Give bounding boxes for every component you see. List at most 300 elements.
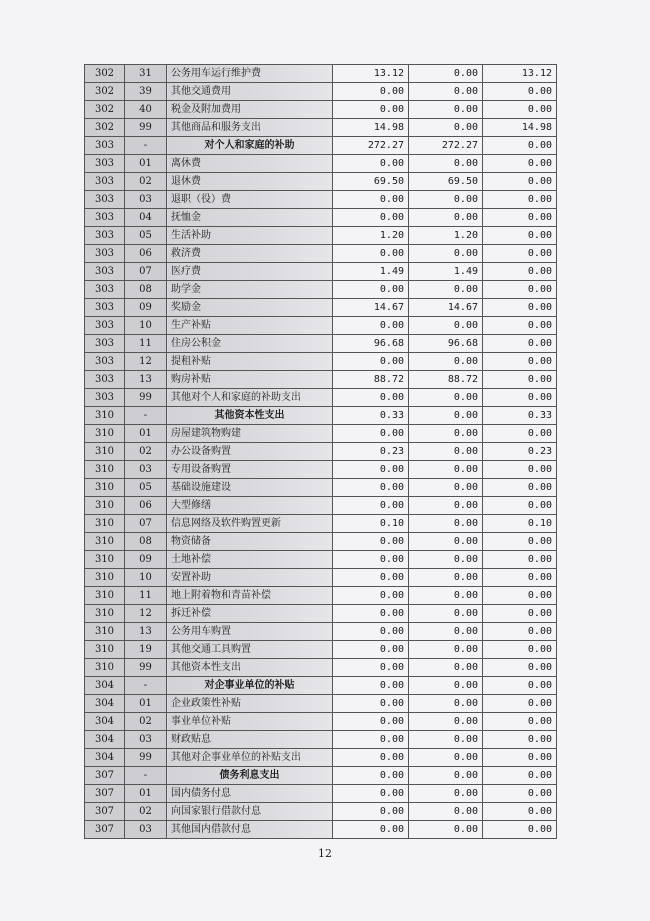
item-code-cell: 06 (125, 245, 167, 263)
item-code-cell: 11 (125, 335, 167, 353)
class-code-cell: 310 (85, 425, 125, 443)
table-row (85, 713, 557, 731)
project-expenditure-cell: 0.00 (483, 389, 557, 407)
item-name-cell: 公务用车运行维护费 (167, 65, 333, 83)
class-code-cell: 304 (85, 677, 125, 695)
class-code-cell: 310 (85, 443, 125, 461)
item-name-cell: 提租补贴 (167, 353, 333, 371)
basic-expenditure-cell: 0.00 (409, 209, 483, 227)
table-row (85, 353, 557, 371)
table-row (85, 533, 557, 551)
total-amount-cell: 0.00 (333, 641, 409, 659)
project-expenditure-cell: 0.00 (483, 803, 557, 821)
basic-expenditure-cell: 0.00 (409, 569, 483, 587)
table-row (85, 749, 557, 767)
total-amount-cell: 0.00 (333, 209, 409, 227)
basic-expenditure-cell: 0.00 (409, 407, 483, 425)
item-name-cell: 专用设备购置 (167, 461, 333, 479)
item-name-cell: 医疗费 (167, 263, 333, 281)
item-code-cell: 03 (125, 191, 167, 209)
item-name-cell: 信息网络及软件购置更新 (167, 515, 333, 533)
project-expenditure-cell: 0.00 (483, 245, 557, 263)
table-row (85, 641, 557, 659)
item-name-cell: 基础设施建设 (167, 479, 333, 497)
class-code-cell: 304 (85, 695, 125, 713)
table-row (85, 497, 557, 515)
item-name-cell: 国内债务付息 (167, 785, 333, 803)
subtotal-row (85, 407, 557, 425)
total-amount-cell: 13.12 (333, 65, 409, 83)
total-amount-cell: 0.00 (333, 353, 409, 371)
basic-expenditure-cell: 0.00 (409, 659, 483, 677)
total-amount-cell: 1.49 (333, 263, 409, 281)
basic-expenditure-cell: 0.00 (409, 695, 483, 713)
class-code-cell: 307 (85, 767, 125, 785)
basic-expenditure-cell: 0.00 (409, 803, 483, 821)
basic-expenditure-cell: 1.20 (409, 227, 483, 245)
project-expenditure-cell: 0.00 (483, 551, 557, 569)
basic-expenditure-cell: 0.00 (409, 587, 483, 605)
item-code-cell: 01 (125, 695, 167, 713)
basic-expenditure-cell: 0.00 (409, 155, 483, 173)
basic-expenditure-cell: 0.00 (409, 767, 483, 785)
item-name-cell: 购房补贴 (167, 371, 333, 389)
basic-expenditure-cell: 14.67 (409, 299, 483, 317)
project-expenditure-cell: 0.00 (483, 695, 557, 713)
table-row (85, 551, 557, 569)
class-code-cell: 310 (85, 497, 125, 515)
table-row (85, 227, 557, 245)
project-expenditure-cell: 0.00 (483, 641, 557, 659)
item-name-cell: 对个人和家庭的补助 (167, 137, 333, 155)
item-code-cell: 02 (125, 713, 167, 731)
item-code-cell: 03 (125, 731, 167, 749)
item-code-cell: 05 (125, 479, 167, 497)
basic-expenditure-cell: 0.00 (409, 533, 483, 551)
item-code-cell: 99 (125, 659, 167, 677)
table-row (85, 389, 557, 407)
project-expenditure-cell: 0.00 (483, 659, 557, 677)
basic-expenditure-cell: 0.00 (409, 443, 483, 461)
total-amount-cell: 0.00 (333, 677, 409, 695)
basic-expenditure-cell: 0.00 (409, 479, 483, 497)
total-amount-cell: 0.00 (333, 695, 409, 713)
basic-expenditure-cell: 0.00 (409, 749, 483, 767)
item-code-cell: 02 (125, 173, 167, 191)
total-amount-cell: 0.00 (333, 551, 409, 569)
total-amount-cell: 0.23 (333, 443, 409, 461)
item-name-cell: 其他对企事业单位的补贴支出 (167, 749, 333, 767)
project-expenditure-cell: 0.00 (483, 263, 557, 281)
total-amount-cell: 0.00 (333, 479, 409, 497)
class-code-cell: 303 (85, 191, 125, 209)
basic-expenditure-cell: 96.68 (409, 335, 483, 353)
basic-expenditure-cell: 0.00 (409, 191, 483, 209)
total-amount-cell: 0.00 (333, 389, 409, 407)
total-amount-cell: 0.00 (333, 83, 409, 101)
total-amount-cell: 0.00 (333, 623, 409, 641)
item-name-cell: 拆迁补偿 (167, 605, 333, 623)
item-code-cell: 10 (125, 569, 167, 587)
project-expenditure-cell: 0.00 (483, 497, 557, 515)
table-row (85, 101, 557, 119)
total-amount-cell: 0.00 (333, 767, 409, 785)
project-expenditure-cell: 0.00 (483, 767, 557, 785)
item-name-cell: 其他对个人和家庭的补助支出 (167, 389, 333, 407)
project-expenditure-cell: 0.00 (483, 209, 557, 227)
total-amount-cell: 0.00 (333, 659, 409, 677)
item-code-cell: 02 (125, 443, 167, 461)
class-code-cell: 310 (85, 515, 125, 533)
project-expenditure-cell: 0.00 (483, 281, 557, 299)
item-name-cell: 税金及附加费用 (167, 101, 333, 119)
class-code-cell: 303 (85, 317, 125, 335)
total-amount-cell: 0.00 (333, 101, 409, 119)
item-code-cell: 39 (125, 83, 167, 101)
item-code-cell: 08 (125, 533, 167, 551)
project-expenditure-cell: 0.00 (483, 677, 557, 695)
project-expenditure-cell: 0.00 (483, 587, 557, 605)
basic-expenditure-cell: 69.50 (409, 173, 483, 191)
item-name-cell: 奖励金 (167, 299, 333, 317)
item-code-cell: 08 (125, 281, 167, 299)
item-code-cell: 19 (125, 641, 167, 659)
project-expenditure-cell: 0.00 (483, 731, 557, 749)
basic-expenditure-cell: 0.00 (409, 785, 483, 803)
class-code-cell: 307 (85, 803, 125, 821)
item-name-cell: 抚恤金 (167, 209, 333, 227)
project-expenditure-cell: 0.00 (483, 335, 557, 353)
project-expenditure-cell: 14.98 (483, 119, 557, 137)
item-name-cell: 事业单位补贴 (167, 713, 333, 731)
expenditure-table (84, 64, 557, 839)
table-row (85, 263, 557, 281)
class-code-cell: 307 (85, 821, 125, 839)
item-code-cell: 31 (125, 65, 167, 83)
table-row (85, 65, 557, 83)
item-name-cell: 其他资本性支出 (167, 659, 333, 677)
total-amount-cell: 0.00 (333, 317, 409, 335)
basic-expenditure-cell: 272.27 (409, 137, 483, 155)
basic-expenditure-cell: 0.00 (409, 731, 483, 749)
class-code-cell: 310 (85, 479, 125, 497)
project-expenditure-cell: 0.00 (483, 353, 557, 371)
basic-expenditure-cell: 0.00 (409, 425, 483, 443)
item-code-cell: 07 (125, 263, 167, 281)
project-expenditure-cell: 0.00 (483, 461, 557, 479)
item-name-cell: 住房公积金 (167, 335, 333, 353)
item-code-cell: 11 (125, 587, 167, 605)
item-code-cell: 99 (125, 119, 167, 137)
class-code-cell: 310 (85, 551, 125, 569)
item-code-cell: 02 (125, 803, 167, 821)
item-name-cell: 办公设备购置 (167, 443, 333, 461)
total-amount-cell: 0.00 (333, 803, 409, 821)
total-amount-cell: 0.00 (333, 497, 409, 515)
item-code-cell: 99 (125, 389, 167, 407)
item-name-cell: 向国家银行借款付息 (167, 803, 333, 821)
item-code-cell: 05 (125, 227, 167, 245)
table-row (85, 119, 557, 137)
table-row (85, 371, 557, 389)
total-amount-cell: 0.00 (333, 587, 409, 605)
table-row (85, 191, 557, 209)
total-amount-cell: 1.20 (333, 227, 409, 245)
class-code-cell: 303 (85, 353, 125, 371)
total-amount-cell: 0.00 (333, 713, 409, 731)
item-name-cell: 其他国内借款付息 (167, 821, 333, 839)
project-expenditure-cell: 0.00 (483, 227, 557, 245)
class-code-cell: 302 (85, 83, 125, 101)
basic-expenditure-cell: 0.00 (409, 119, 483, 137)
class-code-cell: 310 (85, 407, 125, 425)
table-row (85, 605, 557, 623)
item-name-cell: 退休费 (167, 173, 333, 191)
class-code-cell: 303 (85, 155, 125, 173)
item-code-cell: 03 (125, 821, 167, 839)
subtotal-row (85, 137, 557, 155)
item-code-cell: 40 (125, 101, 167, 119)
project-expenditure-cell: 0.00 (483, 173, 557, 191)
project-expenditure-cell: 0.00 (483, 605, 557, 623)
class-code-cell: 310 (85, 461, 125, 479)
class-code-cell: 310 (85, 587, 125, 605)
total-amount-cell: 0.00 (333, 731, 409, 749)
class-code-cell: 303 (85, 209, 125, 227)
table-row (85, 731, 557, 749)
table-row (85, 299, 557, 317)
project-expenditure-cell: 0.10 (483, 515, 557, 533)
table-row (85, 425, 557, 443)
total-amount-cell: 0.00 (333, 569, 409, 587)
total-amount-cell: 0.00 (333, 821, 409, 839)
item-name-cell: 其他交通费用 (167, 83, 333, 101)
table-row (85, 461, 557, 479)
item-code-cell: - (125, 137, 167, 155)
class-code-cell: 303 (85, 371, 125, 389)
item-code-cell: - (125, 407, 167, 425)
item-name-cell: 退职（役）费 (167, 191, 333, 209)
item-code-cell: 07 (125, 515, 167, 533)
table-row (85, 209, 557, 227)
item-name-cell: 离休费 (167, 155, 333, 173)
basic-expenditure-cell: 1.49 (409, 263, 483, 281)
item-name-cell: 物资储备 (167, 533, 333, 551)
project-expenditure-cell: 0.00 (483, 713, 557, 731)
project-expenditure-cell: 0.00 (483, 623, 557, 641)
class-code-cell: 310 (85, 659, 125, 677)
table-body (85, 65, 557, 839)
total-amount-cell: 0.00 (333, 281, 409, 299)
table-row (85, 803, 557, 821)
total-amount-cell: 0.10 (333, 515, 409, 533)
item-code-cell: 06 (125, 497, 167, 515)
project-expenditure-cell: 0.33 (483, 407, 557, 425)
basic-expenditure-cell: 0.00 (409, 605, 483, 623)
subtotal-row (85, 677, 557, 695)
item-name-cell: 安置补助 (167, 569, 333, 587)
project-expenditure-cell: 0.00 (483, 83, 557, 101)
class-code-cell: 303 (85, 281, 125, 299)
class-code-cell: 304 (85, 749, 125, 767)
class-code-cell: 310 (85, 641, 125, 659)
item-name-cell: 生活补助 (167, 227, 333, 245)
item-code-cell: 01 (125, 425, 167, 443)
basic-expenditure-cell: 0.00 (409, 317, 483, 335)
total-amount-cell: 0.00 (333, 245, 409, 263)
item-name-cell: 生产补贴 (167, 317, 333, 335)
class-code-cell: 303 (85, 137, 125, 155)
basic-expenditure-cell: 0.00 (409, 461, 483, 479)
class-code-cell: 310 (85, 533, 125, 551)
item-code-cell: 09 (125, 299, 167, 317)
basic-expenditure-cell: 88.72 (409, 371, 483, 389)
table-row (85, 821, 557, 839)
item-code-cell: 04 (125, 209, 167, 227)
item-code-cell: 99 (125, 749, 167, 767)
project-expenditure-cell: 0.00 (483, 569, 557, 587)
item-name-cell: 其他交通工具购置 (167, 641, 333, 659)
total-amount-cell: 14.67 (333, 299, 409, 317)
class-code-cell: 310 (85, 605, 125, 623)
item-code-cell: 12 (125, 353, 167, 371)
item-code-cell: 12 (125, 605, 167, 623)
total-amount-cell: 272.27 (333, 137, 409, 155)
item-code-cell: 09 (125, 551, 167, 569)
item-name-cell: 其他商品和服务支出 (167, 119, 333, 137)
basic-expenditure-cell: 0.00 (409, 245, 483, 263)
item-name-cell: 助学金 (167, 281, 333, 299)
total-amount-cell: 0.00 (333, 155, 409, 173)
table-row (85, 659, 557, 677)
item-code-cell: 01 (125, 155, 167, 173)
item-name-cell: 财政贴息 (167, 731, 333, 749)
project-expenditure-cell: 13.12 (483, 65, 557, 83)
table-row (85, 515, 557, 533)
table-row (85, 245, 557, 263)
project-expenditure-cell: 0.00 (483, 479, 557, 497)
class-code-cell: 302 (85, 65, 125, 83)
table-row (85, 785, 557, 803)
table-row (85, 479, 557, 497)
item-name-cell: 企业政策性补贴 (167, 695, 333, 713)
table-row (85, 281, 557, 299)
item-code-cell: - (125, 677, 167, 695)
class-code-cell: 303 (85, 299, 125, 317)
project-expenditure-cell: 0.00 (483, 425, 557, 443)
project-expenditure-cell: 0.00 (483, 749, 557, 767)
class-code-cell: 303 (85, 245, 125, 263)
basic-expenditure-cell: 0.00 (409, 101, 483, 119)
item-code-cell: 13 (125, 623, 167, 641)
total-amount-cell: 69.50 (333, 173, 409, 191)
item-name-cell: 其他资本性支出 (167, 407, 333, 425)
basic-expenditure-cell: 0.00 (409, 83, 483, 101)
project-expenditure-cell: 0.00 (483, 299, 557, 317)
table-row (85, 155, 557, 173)
class-code-cell: 304 (85, 713, 125, 731)
class-code-cell: 307 (85, 785, 125, 803)
basic-expenditure-cell: 0.00 (409, 677, 483, 695)
total-amount-cell: 0.00 (333, 533, 409, 551)
total-amount-cell: 0.00 (333, 425, 409, 443)
class-code-cell: 310 (85, 569, 125, 587)
class-code-cell: 303 (85, 263, 125, 281)
total-amount-cell: 0.00 (333, 785, 409, 803)
basic-expenditure-cell: 0.00 (409, 515, 483, 533)
table-row (85, 83, 557, 101)
project-expenditure-cell: 0.00 (483, 371, 557, 389)
item-name-cell: 对企事业单位的补贴 (167, 677, 333, 695)
class-code-cell: 303 (85, 389, 125, 407)
item-code-cell: - (125, 767, 167, 785)
project-expenditure-cell: 0.00 (483, 785, 557, 803)
item-name-cell: 地上附着物和青苗补偿 (167, 587, 333, 605)
project-expenditure-cell: 0.00 (483, 821, 557, 839)
total-amount-cell: 0.00 (333, 749, 409, 767)
class-code-cell: 302 (85, 101, 125, 119)
total-amount-cell: 14.98 (333, 119, 409, 137)
item-name-cell: 债务利息支出 (167, 767, 333, 785)
table-row (85, 443, 557, 461)
table-row (85, 173, 557, 191)
total-amount-cell: 0.00 (333, 191, 409, 209)
class-code-cell: 303 (85, 173, 125, 191)
basic-expenditure-cell: 0.00 (409, 551, 483, 569)
item-name-cell: 公务用车购置 (167, 623, 333, 641)
total-amount-cell: 0.00 (333, 605, 409, 623)
basic-expenditure-cell: 0.00 (409, 353, 483, 371)
class-code-cell: 303 (85, 227, 125, 245)
basic-expenditure-cell: 0.00 (409, 65, 483, 83)
total-amount-cell: 88.72 (333, 371, 409, 389)
class-code-cell: 310 (85, 623, 125, 641)
item-name-cell: 大型修缮 (167, 497, 333, 515)
item-code-cell: 13 (125, 371, 167, 389)
item-code-cell: 03 (125, 461, 167, 479)
item-name-cell: 救济费 (167, 245, 333, 263)
table-row (85, 317, 557, 335)
basic-expenditure-cell: 0.00 (409, 641, 483, 659)
table-row (85, 335, 557, 353)
subtotal-row (85, 767, 557, 785)
basic-expenditure-cell: 0.00 (409, 623, 483, 641)
class-code-cell: 304 (85, 731, 125, 749)
class-code-cell: 302 (85, 119, 125, 137)
basic-expenditure-cell: 0.00 (409, 281, 483, 299)
project-expenditure-cell: 0.00 (483, 533, 557, 551)
item-name-cell: 土地补偿 (167, 551, 333, 569)
item-code-cell: 10 (125, 317, 167, 335)
project-expenditure-cell: 0.00 (483, 191, 557, 209)
project-expenditure-cell: 0.00 (483, 155, 557, 173)
total-amount-cell: 96.68 (333, 335, 409, 353)
table-row (85, 695, 557, 713)
class-code-cell: 303 (85, 335, 125, 353)
project-expenditure-cell: 0.23 (483, 443, 557, 461)
basic-expenditure-cell: 0.00 (409, 497, 483, 515)
basic-expenditure-cell: 0.00 (409, 389, 483, 407)
item-code-cell: 01 (125, 785, 167, 803)
project-expenditure-cell: 0.00 (483, 317, 557, 335)
total-amount-cell: 0.33 (333, 407, 409, 425)
table-row (85, 569, 557, 587)
page-number: 12 (318, 847, 332, 860)
basic-expenditure-cell: 0.00 (409, 713, 483, 731)
project-expenditure-cell: 0.00 (483, 101, 557, 119)
table-row (85, 587, 557, 605)
basic-expenditure-cell: 0.00 (409, 821, 483, 839)
